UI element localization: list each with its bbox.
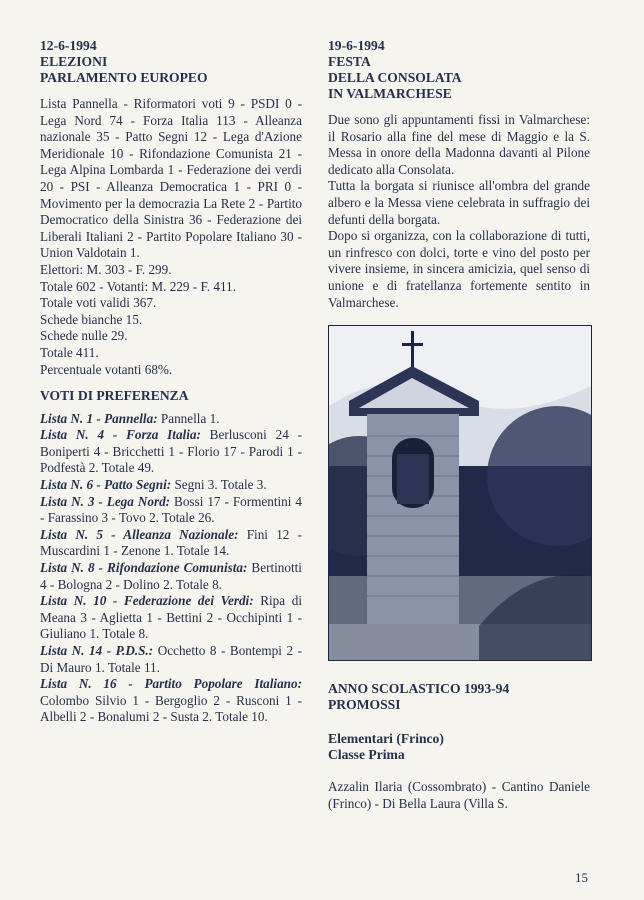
- right-column: [328, 38, 590, 812]
- preference-votes: Occhetto 8 - Bontempi 2 - Di Mauro 1. Totale 11.: [40, 643, 302, 675]
- festa-paragraph: Dopo si organizza, con la collaborazione di tutti, un rinfresco con dolci, torte e vino del posto per vivere insieme, in sincera amicizia, quel senso di unione e di fratellanza fortemente sentito in Valmarchese.: [328, 228, 590, 310]
- preference-entry: [40, 560, 302, 593]
- preference-votes: Bertinotti 4 - Bologna 2 - Dolino 2. Totale 8.: [40, 560, 302, 592]
- preference-votes: Bossi 17 - Formentini 4 - Farassino 3 - Tovo 2. Totale 26.: [40, 493, 302, 526]
- preference-list-name: Lista N. 1 - Pannella:: [40, 410, 158, 426]
- preference-entry: [40, 676, 302, 726]
- preference-entry: [40, 477, 302, 494]
- preference-entry: [40, 494, 302, 527]
- preference-list-name: Lista N. 8 - Rifondazione Comunista:: [40, 560, 248, 576]
- preference-list-name: Lista N. 4 - Forza Italia:: [40, 427, 201, 443]
- festa-title-line-3: IN VALMARCHESE: [328, 86, 452, 101]
- preference-entry: [40, 643, 302, 676]
- festa-paragraph: Tutta la borgata si riunisce all'ombra del grande albero e la Messa viene celebrata in suffragio dei defunti della borgata.: [328, 178, 590, 227]
- stat-line: Totale 411.: [40, 344, 99, 360]
- festa-date: 19-6-1994: [328, 38, 385, 53]
- stat-line: Elettori: M. 303 - F. 299.: [40, 261, 172, 277]
- preference-votes: Colombo Silvio 1 - Bergoglio 2 - Rusconi 1 - Albelli 2 - Bonalumi 2 - Susta 2. Totale 10.: [40, 692, 302, 725]
- stat-line: Totale voti validi 367.: [40, 295, 157, 311]
- school-promoted-list: Azzalin Ilaria (Cossombrato) - Cantino Daniele (Frinco) - Di Bella Laura (Villa S.: [328, 779, 590, 811]
- festa-paragraph: Due sono gli appuntamenti fissi in Valmarchese: il Rosario alla fine del mese di Maggio e la S. Messa in onore della Madonna davanti al Pilone dedicato alla Consolata.: [328, 112, 590, 177]
- preference-list-name: Lista N. 3 - Lega Nord:: [40, 493, 171, 509]
- preference-list-name: Lista N. 14 - P.D.S.:: [40, 643, 154, 658]
- preference-entry: [40, 411, 302, 428]
- preference-list-name: Lista N. 10 - Federazione dei Verdi:: [40, 593, 254, 609]
- preference-votes: Ripa di Meana 3 - Aglietta 1 - Bettini 2 - Occhipinti 1 - Giuliano 1. Totale 8.: [40, 593, 302, 642]
- preferences-title: VOTI DI PREFERENZA: [40, 388, 189, 404]
- preference-list-name: Lista N. 5 - Alleanza Nazionale:: [40, 526, 239, 542]
- preference-votes: Segni 3. Totale 3.: [171, 477, 267, 493]
- shrine-illustration: [329, 326, 591, 660]
- left-column: [40, 38, 302, 726]
- preference-list-name: Lista N. 16 - Partito Popolare Italiano:: [40, 676, 302, 692]
- preference-list-name: Lista N. 6 - Patto Segni:: [40, 477, 172, 493]
- stat-line: Schede bianche 15.: [40, 311, 143, 327]
- election-results-text: Lista Pannella - Riformatori voti 9 - PSDI 0 - Lega Nord 74 - Forza Italia 113 - Alleanza nazionale 35 - Patto Segni 12 - Lega d'Azione Meridionale 10 - Rifondazione Comunista 21 - Lega Alpina Lombarda 1 - Federazione dei verdi 20 - PSI - Alleanza Democratica 1 - PRI 0 - Movimento per la democrazia La Rete 2 - Partito Democratico della Sinistra 36 - Federazione dei Liberali Italiani 2 - Partito Popolare Italiano 30 - Union Valdotain 1.: [40, 96, 302, 261]
- stat-line: Schede nulle 29.: [40, 328, 128, 344]
- preference-entry: [40, 427, 302, 477]
- election-title-line-2: PARLAMENTO EUROPEO: [40, 70, 208, 85]
- page-number: 15: [575, 870, 588, 885]
- stat-line: Totale 602 - Votanti: M. 229 - F. 411.: [40, 278, 236, 294]
- festa-title-line-1: FESTA: [328, 54, 371, 69]
- school-subtitle-line-2: Classe Prima: [328, 747, 405, 763]
- festa-title-line-2: DELLA CONSOLATA: [328, 70, 462, 85]
- preference-votes: Pannella 1.: [157, 410, 220, 426]
- election-title-line-1: ELEZIONI: [40, 54, 108, 69]
- shrine-photo: [328, 325, 592, 661]
- preference-votes: Berlusconi 24 - Boniperti 4 - Bricchetti 1 - Florio 17 - Parodi 1 - Podfestà 2. Totale 49.: [40, 427, 302, 476]
- school-title-line-2: PROMOSSI: [328, 697, 401, 713]
- preference-votes: Fini 12 - Muscardini 1 - Zenone 1. Totale 14.: [40, 526, 302, 559]
- stat-line: Percentuale votanti 68%.: [40, 361, 173, 377]
- preference-entry: [40, 527, 302, 560]
- preference-entry: [40, 593, 302, 643]
- election-date: 12-6-1994: [40, 38, 97, 53]
- school-subtitle-line-1: Elementari (Frinco): [328, 731, 444, 747]
- school-title-line-1: ANNO SCOLASTICO 1993-94: [328, 681, 510, 697]
